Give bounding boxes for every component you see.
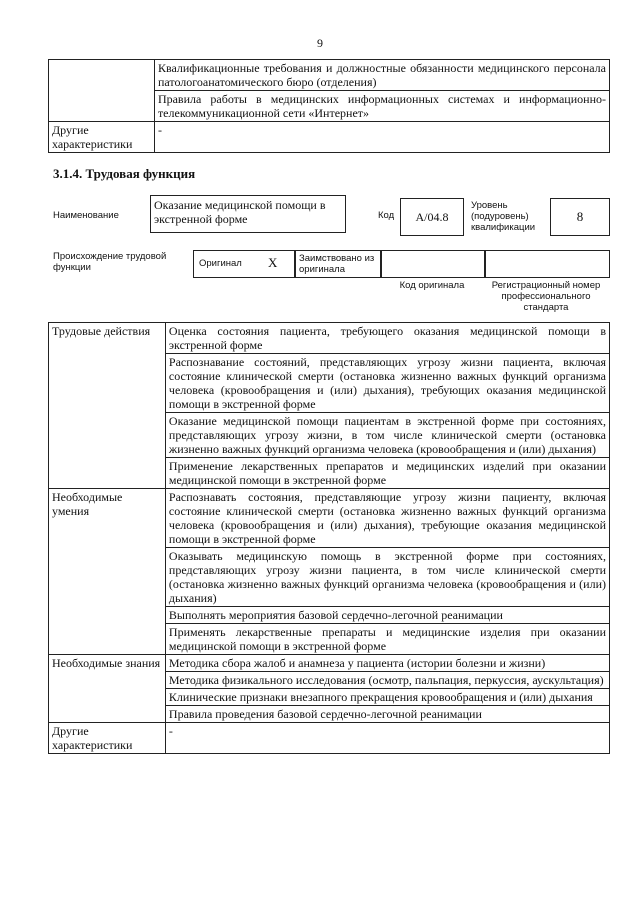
action-item: Оказание медицинской помощи пациентам в экстренной форме при состояниях, представляющих угрозу жизни, в том числе клинической смерти (остановка жизненно важных функций организма человека (кровообращения и (или) дыхания)	[165, 413, 609, 458]
name-label: Наименование	[53, 210, 119, 221]
level-label: Уровень (подуровень) квалификации	[471, 200, 536, 233]
row-label-skills: Необходимые умения	[49, 489, 166, 655]
origin-label: Происхождение трудовой функции	[53, 251, 167, 273]
borrowed-cell	[294, 250, 382, 278]
table-row	[49, 489, 610, 548]
reg-number-label: Регистрационный номер профессионального стандарта	[491, 280, 601, 313]
action-item: Распознавание состояний, представляющих угрозу жизни пациента, включая состояние клинической смерти (остановка жизненно важных функций организма человека (кровообращения и (или) дыхания), требующих оказания медицинской помощи в экстренной форме	[165, 354, 609, 413]
original-mark: X	[268, 255, 278, 270]
top-table-other-value: -	[154, 122, 609, 153]
top-table-row-2: Правила работы в медицинских информационных системах и информационно-телекоммуникационной сети «Интернет»	[154, 91, 609, 122]
row-label-other: Другие характеристики	[49, 723, 166, 754]
knowledge-item: Методика сбора жалоб и анамнеза у пациента (истории болезни и жизни)	[165, 655, 609, 672]
level-value: 8	[550, 198, 610, 236]
skill-item: Оказывать медицинскую помощь в экстренной форме при состояниях, представляющих угрозу жизни пациента, в том числе клинической смерти (остановка жизненно важных функций организма человека (кровообращения и (или) дыхания)	[165, 548, 609, 607]
top-table	[48, 59, 610, 153]
top-table-empty-cell	[49, 60, 155, 122]
other-item: -	[165, 723, 609, 754]
knowledge-item: Клинические признаки внезапного прекращения кровообращения и (или) дыхания	[165, 689, 609, 706]
code-original-cell	[380, 250, 486, 278]
top-table-other-label: Другие характеристики	[49, 122, 155, 153]
action-item: Применение лекарственных препаратов и медицинских изделий при оказании медицинской помощи в экстренной форме	[165, 458, 609, 489]
skill-item: Применять лекарственные препараты и медицинские изделия при оказании медицинской помощи в экстренной форме	[165, 624, 609, 655]
top-table-row-1: Квалификационные требования и должностные обязанности медицинского персонала патологоанатомического бюро (отделения)	[154, 60, 609, 91]
code-label: Код	[378, 210, 395, 221]
table-row	[49, 655, 610, 672]
knowledge-item: Правила проведения базовой сердечно-легочной реанимации	[165, 706, 609, 723]
main-table	[48, 322, 610, 754]
row-label-knowledge: Необходимые знания	[49, 655, 166, 723]
action-item: Оценка состояния пациента, требующего оказания медицинской помощи в экстренной форме	[165, 323, 609, 354]
original-label: Оригинал	[199, 258, 242, 269]
skill-item: Выполнять мероприятия базовой сердечно-легочной реанимации	[165, 607, 609, 624]
table-row	[49, 723, 610, 754]
page-number: 9	[317, 36, 323, 50]
borrowed-label: Заимствовано из оригинала	[299, 253, 375, 275]
skill-item: Распознавать состояния, представляющие угрозу жизни пациенту, включая состояние клинической смерти (остановка жизненно важных функций организма человека (кровообращения и (или) дыхания), требующие оказания медицинской помощи в экстренной форме	[165, 489, 609, 548]
code-original-label: Код оригинала	[399, 280, 465, 291]
code-value: А/04.8	[400, 198, 464, 236]
reg-number-cell	[484, 250, 610, 278]
table-row	[49, 323, 610, 354]
name-value: Оказание медицинской помощи в экстренной форме	[150, 195, 346, 233]
original-cell	[193, 250, 296, 278]
knowledge-item: Методика физикального исследования (осмотр, пальпация, перкуссия, аускультация)	[165, 672, 609, 689]
row-label-actions: Трудовые действия	[49, 323, 166, 489]
section-title: 3.1.4. Трудовая функция	[53, 166, 196, 181]
